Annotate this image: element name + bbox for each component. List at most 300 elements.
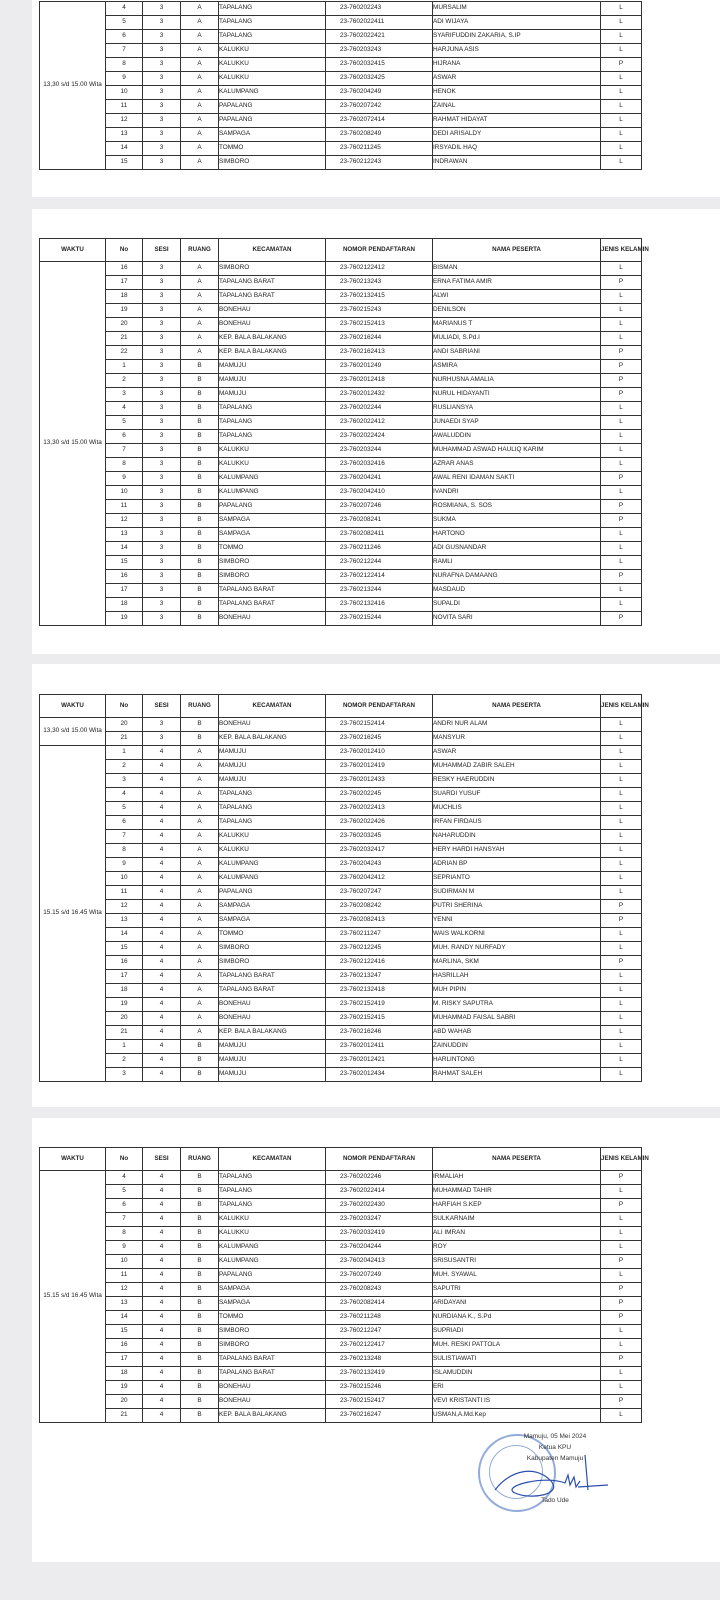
table-row [40,304,642,318]
nomor-pendaftaran-cell: 23-7602022411 [326,16,433,30]
table-row [40,1395,642,1409]
kecamatan-cell: TAPALANG [219,16,326,30]
kecamatan-cell: KEP. BALA BALAKANG [219,732,326,746]
ruang-cell: B [181,718,219,732]
nama-peserta-cell: SUDIRMAN M [433,886,601,900]
kecamatan-cell: BONEHAU [219,318,326,332]
jenis-kelamin-cell: L [601,732,642,746]
ruang-cell: A [181,858,219,872]
row-no-cell: 13 [106,1297,143,1311]
nama-peserta-cell: HARFIAH S.KEP [433,1199,601,1213]
row-no-cell: 9 [106,472,143,486]
kecamatan-cell: KALUMPANG [219,858,326,872]
table-row [40,458,642,472]
nomor-pendaftaran-cell: 23-760211245 [326,142,433,156]
table-row [40,928,642,942]
column-header: KECAMATAN [219,239,326,262]
jenis-kelamin-cell: L [601,416,642,430]
sesi-cell: 4 [143,1353,181,1367]
kecamatan-cell: KEP. BALA BALAKANG [219,346,326,360]
ruang-cell: A [181,788,219,802]
jenis-kelamin-cell: L [601,402,642,416]
nama-peserta-cell: MUHAMMAD ASWAD HAULIQ KARIM [433,444,601,458]
ruang-cell: A [181,142,219,156]
sesi-cell: 4 [143,942,181,956]
jenis-kelamin-cell: L [601,128,642,142]
ruang-cell: B [181,1241,219,1255]
nomor-pendaftaran-cell: 23-760212247 [326,1325,433,1339]
kecamatan-cell: BONEHAU [219,1381,326,1395]
kecamatan-cell: TAPALANG BARAT [219,584,326,598]
table-row [40,156,642,170]
table-row [40,1040,642,1054]
row-no-cell: 17 [106,970,143,984]
nama-peserta-cell: ANDRI NUR ALAM [433,718,601,732]
nama-peserta-cell: SAPUTRI [433,1283,601,1297]
table-row [40,86,642,100]
ruang-cell: A [181,276,219,290]
nama-peserta-cell: MARIANUS T [433,318,601,332]
signature-title-2: Kabupaten Mamuju [526,1455,584,1462]
jenis-kelamin-cell: L [601,872,642,886]
nama-peserta-cell: RUSLIANSYA [433,402,601,416]
nama-peserta-cell: ERNA FATIMA AMIR [433,276,601,290]
row-no-cell: 20 [106,1012,143,1026]
sesi-cell: 4 [143,844,181,858]
kecamatan-cell: TAPALANG BARAT [219,276,326,290]
sesi-cell: 4 [143,1269,181,1283]
column-header: SESI [143,695,181,718]
nomor-pendaftaran-cell: 23-760213248 [326,1353,433,1367]
row-no-cell: 12 [106,114,143,128]
nomor-pendaftaran-cell: 23-760213247 [326,970,433,984]
kecamatan-cell: TAPALANG [219,30,326,44]
nama-peserta-cell: NURUL HIDAYANTI [433,388,601,402]
table-row [40,1054,642,1068]
row-no-cell: 20 [106,1395,143,1409]
nomor-pendaftaran-cell: 23-7602012410 [326,746,433,760]
nomor-pendaftaran-cell: 23-7602012433 [326,774,433,788]
sesi-cell: 3 [143,598,181,612]
jenis-kelamin-cell: P [601,1171,642,1185]
nama-peserta-cell: DEDI ARISALDY [433,128,601,142]
nomor-pendaftaran-cell: 23-760207247 [326,886,433,900]
row-no-cell: 21 [106,1409,143,1423]
kecamatan-cell: MAMUJU [219,1054,326,1068]
row-no-cell: 7 [106,444,143,458]
sesi-cell: 3 [143,262,181,276]
kecamatan-cell: BONEHAU [219,304,326,318]
kecamatan-cell: SIMBORO [219,156,326,170]
sesi-cell: 4 [143,1381,181,1395]
row-no-cell: 19 [106,998,143,1012]
kecamatan-cell: TAPALANG BARAT [219,970,326,984]
jenis-kelamin-cell: L [601,998,642,1012]
kecamatan-cell: KALUMPANG [219,472,326,486]
kecamatan-cell: SIMBORO [219,956,326,970]
signature-icon [490,1445,610,1505]
nama-peserta-cell: ABD WAHAB [433,1026,601,1040]
jenis-kelamin-cell: L [601,486,642,500]
nomor-pendaftaran-cell: 23-7602012411 [326,1040,433,1054]
row-no-cell: 8 [106,58,143,72]
sesi-cell: 3 [143,556,181,570]
table-row [40,1213,642,1227]
nomor-pendaftaran-cell: 23-7602042413 [326,1255,433,1269]
jenis-kelamin-cell: L [601,1269,642,1283]
jenis-kelamin-cell: L [601,318,642,332]
kecamatan-cell: SAMPAGA [219,1283,326,1297]
row-no-cell: 1 [106,746,143,760]
jenis-kelamin-cell: P [601,900,642,914]
nama-peserta-cell: PUTRI SHERINA [433,900,601,914]
ruang-cell: B [181,1040,219,1054]
table-row [40,374,642,388]
jenis-kelamin-cell: L [601,886,642,900]
row-no-cell: 13 [106,914,143,928]
jenis-kelamin-cell: P [601,472,642,486]
column-header: JENIS KELAMIN [601,1148,642,1171]
row-no-cell: 20 [106,718,143,732]
kecamatan-cell: KALUKKU [219,1213,326,1227]
row-no-cell: 15 [106,556,143,570]
row-no-cell: 13 [106,128,143,142]
kecamatan-cell: TAPALANG BARAT [219,1353,326,1367]
nama-peserta-cell: ISLAMUDDIN [433,1367,601,1381]
table-row [40,1241,642,1255]
nama-peserta-cell: MUHAMMAD ZABIR SALEH [433,760,601,774]
nama-peserta-cell: SUARDI YUSUF [433,788,601,802]
nama-peserta-cell: SRISUSANTRI [433,1255,601,1269]
kecamatan-cell: BONEHAU [219,612,326,626]
nama-peserta-cell: USMAN,A.Md.Kep [433,1409,601,1423]
ruang-cell: A [181,58,219,72]
nomor-pendaftaran-cell: 23-7602032416 [326,458,433,472]
ruang-cell: A [181,942,219,956]
ruang-cell: B [181,416,219,430]
table-row [40,1381,642,1395]
row-no-cell: 15 [106,156,143,170]
nama-peserta-cell: MUCHLIS [433,802,601,816]
row-no-cell: 16 [106,262,143,276]
ruang-cell: B [181,598,219,612]
nama-peserta-cell: MUHAMMAD TAHIR [433,1185,601,1199]
sesi-cell: 3 [143,100,181,114]
sesi-cell: 3 [143,514,181,528]
sesi-cell: 3 [143,44,181,58]
nama-peserta-cell: BISMAN [433,262,601,276]
kecamatan-cell: TAPALANG BARAT [219,598,326,612]
nama-peserta-cell: NAHARUDDIN [433,830,601,844]
jenis-kelamin-cell: P [601,374,642,388]
kecamatan-cell: KALUKKU [219,844,326,858]
ruang-cell: B [181,556,219,570]
nomor-pendaftaran-cell: 23-760202246 [326,1171,433,1185]
nomor-pendaftaran-cell: 23-760215246 [326,1381,433,1395]
nomor-pendaftaran-cell: 23-760208249 [326,128,433,142]
table-row [40,360,642,374]
ruang-cell: B [181,374,219,388]
kecamatan-cell: SIMBORO [219,1339,326,1353]
ruang-cell: B [181,1227,219,1241]
jenis-kelamin-cell: L [601,718,642,732]
ruang-cell: A [181,900,219,914]
ruang-cell: A [181,30,219,44]
jenis-kelamin-cell: P [601,58,642,72]
jenis-kelamin-cell: P [601,612,642,626]
sesi-cell: 4 [143,1395,181,1409]
ruang-cell: B [181,514,219,528]
column-header: NAMA PESERTA [433,1148,601,1171]
table-row [40,1339,642,1353]
row-no-cell: 11 [106,1269,143,1283]
jenis-kelamin-cell: L [601,332,642,346]
nomor-pendaftaran-cell: 23-760215243 [326,304,433,318]
nama-peserta-cell: WAIS WALKORNI [433,928,601,942]
row-no-cell: 19 [106,1381,143,1395]
nomor-pendaftaran-cell: 23-760216247 [326,1409,433,1423]
jenis-kelamin-cell: L [601,802,642,816]
nama-peserta-cell: IRSYADIL HAQ [433,142,601,156]
table-row [40,872,642,886]
nomor-pendaftaran-cell: 23-7602022412 [326,416,433,430]
table-row [40,276,642,290]
participant-table-4 [39,1147,649,1423]
row-no-cell: 8 [106,1227,143,1241]
kecamatan-cell: SIMBORO [219,570,326,584]
nomor-pendaftaran-cell: 23-7602022413 [326,802,433,816]
jenis-kelamin-cell: L [601,556,642,570]
ruang-cell: A [181,1026,219,1040]
column-header: No [106,1148,143,1171]
kecamatan-cell: TAPALANG [219,802,326,816]
ruang-cell: B [181,1311,219,1325]
nomor-pendaftaran-cell: 23-7602132418 [326,984,433,998]
table-row [40,30,642,44]
table-row [40,900,642,914]
table-row [40,128,642,142]
nomor-pendaftaran-cell: 23-760207246 [326,500,433,514]
table-row [40,346,642,360]
ruang-cell: B [181,1054,219,1068]
table-row [40,1171,642,1185]
nomor-pendaftaran-cell: 23-7602122412 [326,262,433,276]
sesi-cell: 3 [143,416,181,430]
nama-peserta-cell: MUH. RESKI PATTOLA [433,1339,601,1353]
ruang-cell: A [181,746,219,760]
waktu-cell: 15.15 s/d 16.45 Wita [40,1171,106,1423]
row-no-cell: 20 [106,318,143,332]
ruang-cell: A [181,872,219,886]
nomor-pendaftaran-cell: 23-7602162413 [326,346,433,360]
table-row [40,1297,642,1311]
kecamatan-cell: KEP. BALA BALAKANG [219,1409,326,1423]
ruang-cell: A [181,304,219,318]
table-row [40,1353,642,1367]
nama-peserta-cell: HIJRANA [433,58,601,72]
sesi-cell: 3 [143,528,181,542]
jenis-kelamin-cell: L [601,760,642,774]
sesi-cell: 3 [143,86,181,100]
sesi-cell: 4 [143,984,181,998]
kecamatan-cell: TAPALANG BARAT [219,1367,326,1381]
ruang-cell: B [181,612,219,626]
jenis-kelamin-cell: P [601,388,642,402]
jenis-kelamin-cell: L [601,262,642,276]
ruang-cell: A [181,2,219,16]
jenis-kelamin-cell: P [601,570,642,584]
participant-table-1 [39,1,642,170]
nomor-pendaftaran-cell: 23-7602042412 [326,872,433,886]
row-no-cell: 3 [106,388,143,402]
jenis-kelamin-cell: L [601,746,642,760]
nomor-pendaftaran-cell: 23-760204244 [326,1241,433,1255]
nomor-pendaftaran-cell: 23-760213244 [326,584,433,598]
ruang-cell: A [181,956,219,970]
column-header: NOMOR PENDAFTARAN [326,695,433,718]
waktu-cell: 13,30 s/d 15.00 Wita [40,718,106,746]
sesi-cell: 3 [143,142,181,156]
table-row [40,542,642,556]
nama-peserta-cell: RAMLI [433,556,601,570]
sesi-cell: 3 [143,276,181,290]
column-header: SESI [143,239,181,262]
kecamatan-cell: SIMBORO [219,262,326,276]
row-no-cell: 2 [106,1054,143,1068]
sesi-cell: 4 [143,1012,181,1026]
nomor-pendaftaran-cell: 23-7602032419 [326,1227,433,1241]
ruang-cell: B [181,1353,219,1367]
ruang-cell: B [181,1185,219,1199]
nomor-pendaftaran-cell: 23-760212245 [326,942,433,956]
nomor-pendaftaran-cell: 23-7602012418 [326,374,433,388]
column-header: WAKTU [40,239,106,262]
table-row [40,1283,642,1297]
column-header: RUANG [181,239,219,262]
jenis-kelamin-cell: L [601,1339,642,1353]
sesi-cell: 4 [143,900,181,914]
table-row [40,1012,642,1026]
jenis-kelamin-cell: L [601,100,642,114]
ruang-cell: B [181,430,219,444]
table-row [40,402,642,416]
nama-peserta-cell: ADRIAN BP [433,858,601,872]
sesi-cell: 3 [143,486,181,500]
kecamatan-cell: KALUMPANG [219,872,326,886]
jenis-kelamin-cell: P [601,1255,642,1269]
sesi-cell: 3 [143,128,181,142]
table-row [40,612,642,626]
kecamatan-cell: TAPALANG BARAT [219,984,326,998]
nama-peserta-cell: ANDI SABRIANI [433,346,601,360]
nomor-pendaftaran-cell: 23-7602022426 [326,816,433,830]
jenis-kelamin-cell: P [601,1311,642,1325]
sesi-cell: 4 [143,970,181,984]
ruang-cell: A [181,844,219,858]
ruang-cell: B [181,1269,219,1283]
row-no-cell: 17 [106,1353,143,1367]
nama-peserta-cell: MUH PIPIN [433,984,601,998]
row-no-cell: 19 [106,612,143,626]
sesi-cell: 4 [143,1054,181,1068]
nama-peserta-cell: YENNI [433,914,601,928]
column-header: NOMOR PENDAFTARAN [326,1148,433,1171]
table-row [40,774,642,788]
ruang-cell: B [181,388,219,402]
ruang-cell: A [181,998,219,1012]
sesi-cell: 4 [143,788,181,802]
table-row [40,732,642,746]
nomor-pendaftaran-cell: 23-760202244 [326,402,433,416]
table-row [40,2,642,16]
jenis-kelamin-cell: L [601,1213,642,1227]
nama-peserta-cell: HARTONO [433,528,601,542]
ruang-cell: B [181,486,219,500]
nama-peserta-cell: ZAINUDDIN [433,1040,601,1054]
nama-peserta-cell: RESKY HAERUDDIN [433,774,601,788]
nama-peserta-cell: IRMALIAH [433,1171,601,1185]
nomor-pendaftaran-cell: 23-760208241 [326,514,433,528]
kecamatan-cell: KALUKKU [219,444,326,458]
nomor-pendaftaran-cell: 23-7602072414 [326,114,433,128]
nama-peserta-cell: ADI WIJAYA [433,16,601,30]
table-row [40,1269,642,1283]
nomor-pendaftaran-cell: 23-760211247 [326,928,433,942]
row-no-cell: 19 [106,304,143,318]
kecamatan-cell: SAMPAGA [219,528,326,542]
ruang-cell: B [181,1367,219,1381]
ruang-cell: B [181,1339,219,1353]
row-no-cell: 7 [106,44,143,58]
kecamatan-cell: SAMPAGA [219,1297,326,1311]
sesi-cell: 4 [143,956,181,970]
jenis-kelamin-cell: L [601,858,642,872]
row-no-cell: 18 [106,984,143,998]
column-header: RUANG [181,695,219,718]
jenis-kelamin-cell: P [601,1283,642,1297]
sesi-cell: 3 [143,2,181,16]
sesi-cell: 4 [143,858,181,872]
nama-peserta-cell: MASDAUD [433,584,601,598]
table-row [40,718,642,732]
jenis-kelamin-cell: L [601,1325,642,1339]
ruang-cell: A [181,290,219,304]
sesi-cell: 4 [143,1311,181,1325]
signature-title-1: Ketua KPU [538,1444,572,1451]
ruang-cell: A [181,760,219,774]
row-no-cell: 14 [106,1311,143,1325]
nomor-pendaftaran-cell: 23-7602152415 [326,1012,433,1026]
signature-place-date: Mamuju, 05 Mei 2024 [523,1433,587,1440]
nama-peserta-cell: MARLINA, SKM [433,956,601,970]
row-no-cell: 6 [106,30,143,44]
kecamatan-cell: MAMUJU [219,760,326,774]
table-row [40,844,642,858]
column-header: WAKTU [40,1148,106,1171]
table-row [40,584,642,598]
ruang-cell: A [181,100,219,114]
nomor-pendaftaran-cell: 23-7602132419 [326,1367,433,1381]
sesi-cell: 3 [143,732,181,746]
nomor-pendaftaran-cell: 23-760211246 [326,542,433,556]
ruang-cell: B [181,1381,219,1395]
kecamatan-cell: MAMUJU [219,1068,326,1082]
row-no-cell: 10 [106,1255,143,1269]
nama-peserta-cell: SULISTIAWATI [433,1353,601,1367]
nomor-pendaftaran-cell: 23-7602012432 [326,388,433,402]
kecamatan-cell: TAPALANG [219,402,326,416]
nama-peserta-cell: NOVITA SARI [433,612,601,626]
